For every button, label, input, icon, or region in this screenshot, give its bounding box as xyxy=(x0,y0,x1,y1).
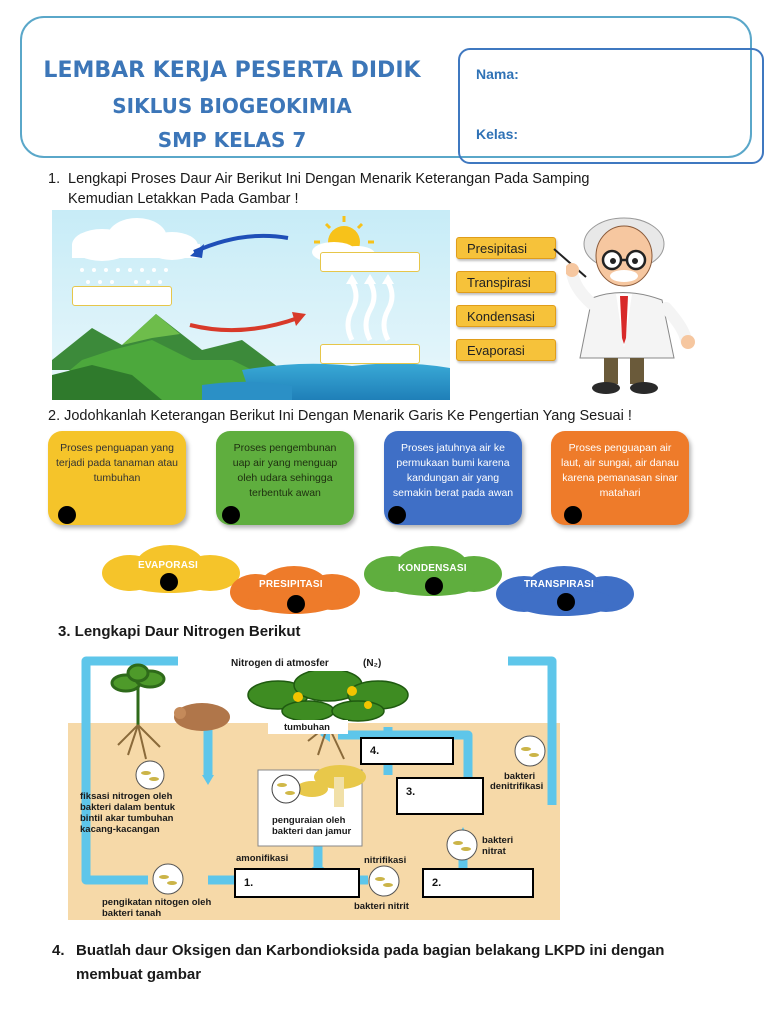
question-4-line1: Buatlah daur Oksigen dan Karbondioksida pada bagian belakang LKPD ini dengan xyxy=(76,942,665,959)
answer-box-1-label: 1. xyxy=(244,877,254,889)
label-pengikatan-1: pengikatan nitogen oleh xyxy=(102,897,212,908)
cloud-label-presipitasi: PRESIPITASI xyxy=(259,579,323,590)
kelas-label: Kelas: xyxy=(476,126,519,142)
answer-box-2[interactable] xyxy=(422,868,534,898)
nama-label: Nama: xyxy=(476,66,519,82)
label-bakteri-nitrat-2: nitrat xyxy=(482,846,506,857)
label-bakteri-nitrit: bakteri nitrit xyxy=(354,901,409,912)
connector-dot-presipitasi[interactable] xyxy=(287,595,305,613)
connector-dot-card-4[interactable] xyxy=(564,506,582,524)
definition-text-3: Proses jatuhnya air ke permukaan bumi karena kandungan air yang semakin berat pada awan xyxy=(392,442,514,499)
label-tumbuhan: tumbuhan xyxy=(284,722,330,733)
label-fiksasi-3: bintil akar tumbuhan xyxy=(80,813,174,824)
cloud-label-evaporasi: EVAPORASI xyxy=(138,560,198,571)
question-3-instruction: 3. Lengkapi Daur Nitrogen Berikut xyxy=(58,623,301,640)
answer-box-left[interactable] xyxy=(72,286,172,306)
label-bakteri-denitrifikasi-2: denitrifikasi xyxy=(490,781,544,792)
student-identity-box[interactable] xyxy=(458,48,764,164)
worksheet-grade: SMP KELAS 7 xyxy=(157,128,307,152)
label-fiksasi-2: bakteri dalam bentuk xyxy=(80,802,176,813)
answer-box-3[interactable] xyxy=(396,777,484,815)
label-penguraian-1: penguraian oleh xyxy=(272,815,346,826)
question-2-instruction: 2. Jodohkanlah Keterangan Berikut Ini Dengan Menarik Garis Ke Pengertian Yang Sesuai ! xyxy=(48,408,632,424)
header-frame xyxy=(20,16,752,158)
professor-icon xyxy=(566,208,700,398)
definition-text-1: Proses penguapan yang terjadi pada tanaman atau tumbuhan xyxy=(56,442,179,484)
definition-text-4: Proses penguapan air laut, air sungai, air danau karena pemanasan sinar matahari xyxy=(561,442,679,499)
question-4-number: 4. xyxy=(52,942,65,959)
label-nitrogen-atmosfer: Nitrogen di atmosfer xyxy=(231,658,329,669)
water-cycle-illustration xyxy=(52,210,450,400)
definition-text-2: Proses pengembunan uap air yang menguap oleh udara sehingga terbentuk awan xyxy=(232,442,338,499)
label-n2: (N₂) xyxy=(363,658,382,669)
label-amonifikasi: amonifikasi xyxy=(236,853,289,864)
term-presipitasi[interactable]: Presipitasi xyxy=(456,237,556,259)
label-pengikatan-2: bakteri tanah xyxy=(102,908,162,919)
answer-box-1[interactable] xyxy=(234,868,360,898)
connector-dot-card-1[interactable] xyxy=(58,506,76,524)
worksheet-title: LEMBAR KERJA PESERTA DIDIK xyxy=(43,58,421,83)
label-nitrifikasi: nitrifikasi xyxy=(364,855,407,866)
term-kondensasi[interactable]: Kondensasi xyxy=(456,305,556,327)
question-1-instruction-line2: Kemudian Letakkan Pada Gambar ! xyxy=(68,191,299,207)
answer-box-3-label: 3. xyxy=(406,786,416,798)
connector-dot-evaporasi[interactable] xyxy=(160,573,178,591)
label-fiksasi-1: fiksasi nitrogen oleh xyxy=(80,791,173,802)
question-1-number: 1. xyxy=(48,171,61,187)
connector-dot-transpirasi[interactable] xyxy=(557,593,575,611)
label-penguraian-2: bakteri dan jamur xyxy=(272,826,352,837)
answer-box-bottom[interactable] xyxy=(320,344,420,364)
label-fiksasi-4: kacang-kacangan xyxy=(80,824,160,835)
label-bakteri-nitrat-1: bakteri xyxy=(482,835,514,846)
answer-box-4[interactable] xyxy=(360,737,454,765)
question-4-line2: membuat gambar xyxy=(76,966,202,983)
question-1-instruction-line1: Lengkapi Proses Daur Air Berikut Ini Dengan Menarik Keterangan Pada Samping xyxy=(68,171,590,187)
answer-box-top[interactable] xyxy=(320,252,420,272)
nitrogen-cycle-diagram xyxy=(68,655,560,920)
answer-box-2-label: 2. xyxy=(432,877,442,889)
worksheet-subtitle: SIKLUS BIOGEOKIMIA xyxy=(112,94,352,118)
term-evaporasi[interactable]: Evaporasi xyxy=(456,339,556,361)
label-bakteri-denitrifikasi-1: bakteri xyxy=(504,771,536,782)
cloud-label-transpirasi: TRANSPIRASI xyxy=(524,579,594,590)
connector-dot-card-3[interactable] xyxy=(388,506,406,524)
answer-box-4-label: 4. xyxy=(370,745,380,757)
term-transpirasi[interactable]: Transpirasi xyxy=(456,271,556,293)
connector-dot-card-2[interactable] xyxy=(222,506,240,524)
cloud-label-kondensasi: KONDENSASI xyxy=(398,563,467,574)
connector-dot-kondensasi[interactable] xyxy=(425,577,443,595)
